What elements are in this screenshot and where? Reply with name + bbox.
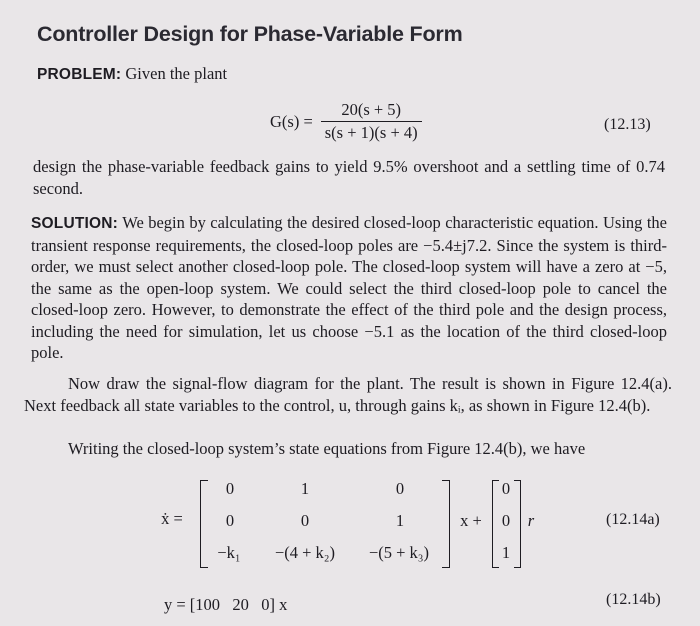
output-equation: y = [100 20 0] x: [164, 595, 288, 614]
reference-input: r: [527, 511, 535, 530]
matrix-cell-r3c1: −k₁: [217, 543, 241, 562]
section-title: Controller Design for Phase-Variable Form: [37, 22, 463, 46]
matrix-right-bracket: [442, 480, 450, 568]
matrix-cell-r1c3: 0: [395, 479, 405, 498]
transfer-lhs: G(s) =: [270, 111, 313, 131]
problem-intro: [37, 64, 227, 84]
solution-paragraph-1: [31, 212, 667, 364]
input-vector-r3: 1: [501, 543, 511, 562]
state-vector-plus: x +: [460, 511, 482, 530]
plant-transfer-function: [270, 100, 422, 143]
input-vector-right-bracket: [514, 480, 521, 568]
equation-number-12-14a: (12.14a): [606, 511, 660, 528]
matrix-cell-r3c2: −(4 + k₂): [274, 543, 336, 562]
problem-task: design the phase-variable feedback gains to yield 9.5% overshoot and a settling time of 0.74 second.: [33, 157, 665, 198]
matrix-cell-r2c1: 0: [225, 511, 235, 530]
transfer-numerator: 20(s + 5): [341, 100, 402, 119]
matrix-cell-r2c3: 1: [395, 511, 405, 530]
transfer-fraction: [321, 100, 422, 143]
solution-text-1: We begin by calculating the desired closed-loop characteristic equation. Using the transient response requirements, the closed-loop poles are −5.4±j7.2. Since the system is third-order, we must select another closed-loop pole. The closed-loop system will have a zero at −5, the same as the open-loop system. We could select the third closed-loop pole to cancel the closed-loop zero. However, to demonstrate the effect of the third pole and the design process, including the need for simulation, let us choose −5.1 as the location of the third closed-loop pole.: [31, 213, 668, 362]
problem-label: PROBLEM:: [37, 66, 122, 83]
matrix-cell-r2c2: 0: [300, 511, 310, 530]
matrix-cell-r3c3: −(5 + k₃): [368, 543, 430, 562]
problem-intro-text: Given the plant: [125, 64, 228, 83]
equation-number-12-14b: (12.14b): [606, 591, 661, 608]
matrix-cell-r1c1: 0: [225, 479, 235, 498]
equation-number-12-13: (12.13): [604, 116, 651, 133]
solution-paragraph-3: Writing the closed-loop system’s state equations from Figure 12.4(b), we have: [68, 439, 586, 458]
transfer-denominator: s(s + 1)(s + 4): [321, 121, 422, 143]
state-lhs: ẋ =: [161, 509, 183, 528]
solution-paragraph-2: Now draw the signal-flow diagram for the plant. The result is shown in Figure 12.4(a). Next feedback all state variables to the control, u, through gains kᵢ, as shown in Figure 12.4(b).: [24, 374, 672, 415]
input-vector-r1: 0: [501, 479, 511, 498]
matrix-cell-r1c2: 1: [300, 479, 310, 498]
input-vector-r2: 0: [501, 511, 511, 530]
solution-label: SOLUTION:: [31, 215, 119, 232]
